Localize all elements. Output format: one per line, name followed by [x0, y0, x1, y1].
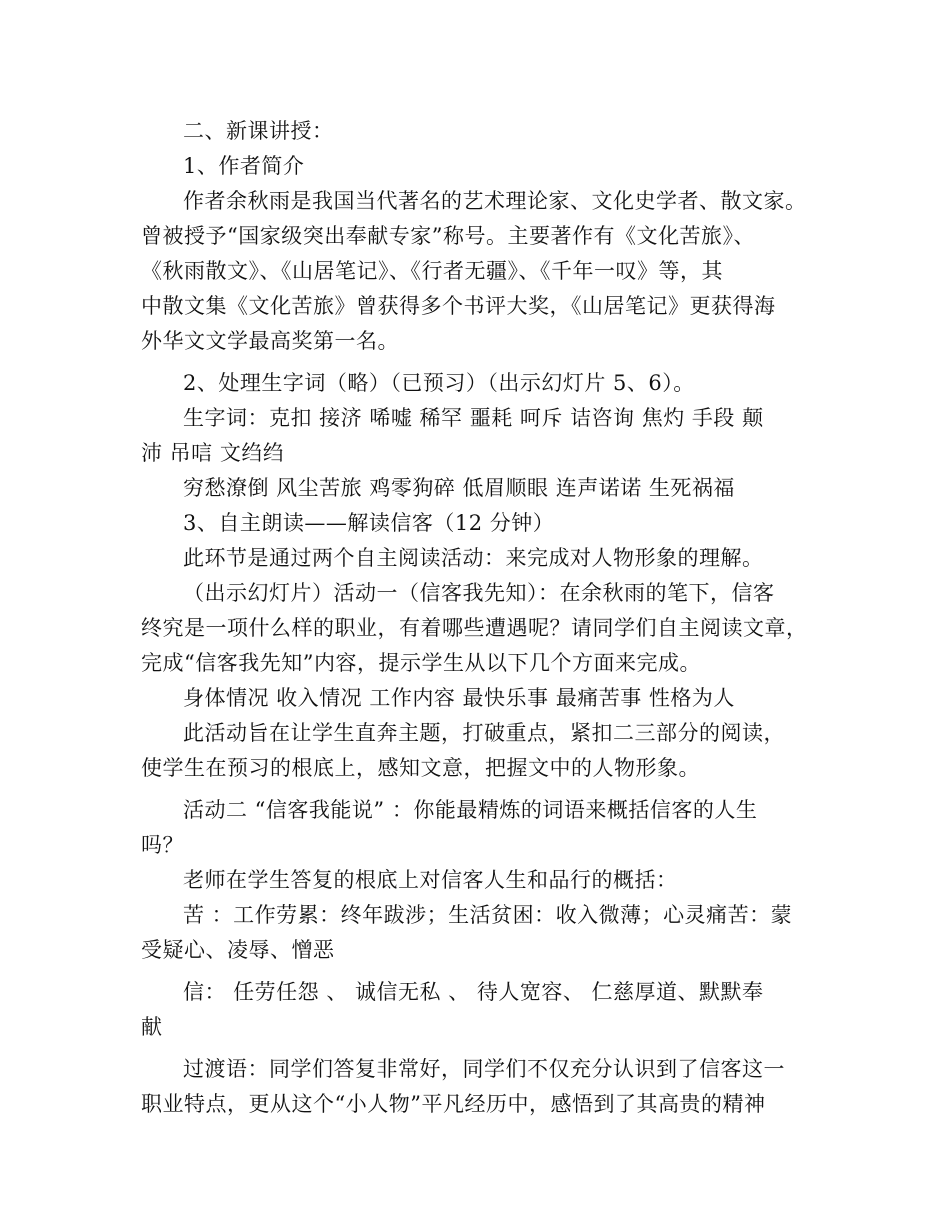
paragraph-line: 穷愁潦倒 风尘苦旅 鸡零狗碎 低眉顺眼 连声诺诺 生死祸福 — [183, 476, 735, 500]
paragraph-line: 吗？ — [141, 833, 184, 857]
paragraph-line: 过渡语：同学们答复非常好，同学们不仅充分认识到了信客这一 — [183, 1057, 785, 1081]
paragraph-line: （出示幻灯片）活动一（信客我先知）：在余秋雨的笔下，信客 — [183, 581, 775, 605]
paragraph-line: 生字词：克扣 接济 唏嘘 稀罕 噩耗 呵斥 诘咨询 焦灼 手段 颠 — [183, 406, 764, 430]
paragraph-line: 使学生在预习的根底上，感知文意，把握文中的人物形象。 — [141, 756, 700, 780]
subheading-reading: 3、自主朗读——解读信客（12 分钟） — [183, 511, 555, 535]
paragraph-line: 《秋雨散文》、《山居笔记》、《行者无疆》、《千年一叹》等，其 — [141, 259, 723, 283]
paragraph-line: 此活动旨在让学生直奔主题，打破重点，紧扣二三部分的阅读， — [183, 721, 785, 745]
paragraph-line: 苦 ：工作劳累：终年跋涉；生活贫困：收入微薄；心灵痛苦：蒙 — [183, 903, 793, 927]
subheading-vocabulary: 2、处理生字词（略）（已预习）（出示幻灯片 5、6）。 — [183, 371, 695, 395]
paragraph-line: 受疑心、凌辱、憎恶 — [141, 938, 335, 962]
paragraph-line: 曾被授予“国家级突出奉献专家”称号。主要著作有《文化苦旅》、 — [141, 224, 755, 248]
paragraph-line: 中散文集《文化苦旅》曾获得多个书评大奖，《山居笔记》更获得海 — [141, 294, 776, 318]
paragraph-line: 活动二 “信客我能说” ：你能最精炼的词语来概括信客的人生 — [183, 798, 758, 822]
paragraph-line: 终究是一项什么样的职业，有着哪些遭遇呢？请同学们自主阅读文章， — [141, 616, 808, 640]
paragraph-line: 职业特点，更从这个“小人物”平凡经历中，感悟到了其高贵的精神 — [141, 1092, 766, 1116]
paragraph-line: 完成“信客我先知”内容，提示学生从以下几个方面来完成。 — [141, 651, 701, 675]
paragraph-line: 身体情况 收入情况 工作内容 最快乐事 最痛苦事 性格为人 — [183, 686, 735, 710]
paragraph-line: 信： 任劳任怨 、 诚信无私 、 待人宽容、 仁慈厚道、默默奉 — [183, 980, 764, 1004]
section-heading-new-lesson: 二、新课讲授： — [183, 119, 334, 143]
paragraph-line: 作者余秋雨是我国当代著名的艺术理论家、文化史学者、散文家。 — [183, 189, 807, 213]
paragraph-line: 献 — [141, 1015, 163, 1039]
paragraph-line: 老师在学生答复的根底上对信客人生和品行的概括： — [183, 868, 678, 892]
paragraph-line: 沛 吊唁 文绉绉 — [141, 441, 285, 465]
paragraph-line: 此环节是通过两个自主阅读活动：来完成对人物形象的理解。 — [183, 546, 764, 570]
paragraph-line: 外华文文学最高奖第一名。 — [141, 329, 399, 353]
subheading-author-intro: 1、作者简介 — [183, 154, 305, 178]
